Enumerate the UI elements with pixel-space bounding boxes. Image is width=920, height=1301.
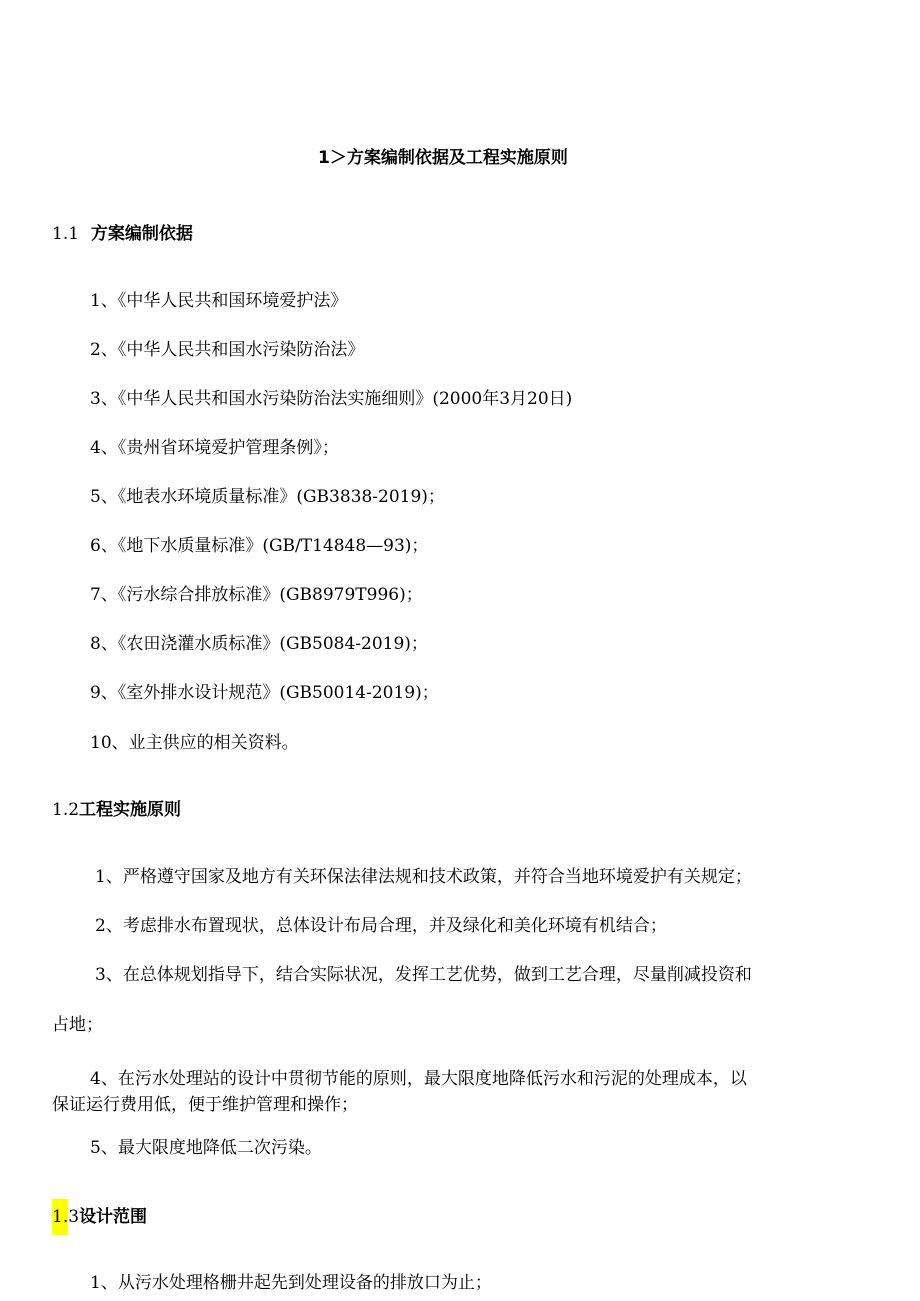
section-heading-1-3 — [52, 1205, 147, 1235]
section-number: 1.1 — [52, 224, 80, 244]
list-item: 9、《室外排水设计规范》(GB50014-2019)； — [90, 683, 439, 703]
section-heading-1-1 — [52, 222, 193, 246]
list-item: 2、《中华人民共和国水污染防治法》 — [90, 340, 365, 360]
document-title: 1＞方案编制依据及工程实施原则 — [318, 148, 568, 168]
list-item: 2、考虑排水布置现状，总体设计布局合理，并及绿化和美化环境有机结合； — [95, 916, 667, 936]
list-item: 1、严格遵守国家及地方有关环保法律法规和技术政策，并符合当地环境爱护有关规定； — [95, 867, 752, 887]
list-item: 1、从污水处理格栅井起先到处理设备的排放口为止； — [90, 1273, 492, 1293]
list-item-continuation: 占地； — [52, 1015, 103, 1035]
section-title: 工程实施原则 — [79, 800, 182, 820]
section-heading-1-2 — [52, 798, 181, 822]
section-number: 1.2 — [52, 800, 80, 820]
highlighted-section-number: 1. — [52, 1199, 68, 1235]
list-item: 6、《地下水质量标准》(GB/T14848—93)； — [90, 536, 429, 556]
list-item: 5、最大限度地降低二次污染。 — [90, 1138, 322, 1158]
list-item: 1、《中华人民共和国环境爱护法》 — [90, 291, 348, 311]
list-item: 3、《中华人民共和国水污染防治法实施细则》(2000年3月20日) — [90, 389, 573, 409]
list-item-continuation: 保证运行费用低，便于维护管理和操作； — [52, 1095, 358, 1115]
list-item: 10、业主供应的相关资料。 — [90, 733, 299, 753]
section-title: 方案编制依据 — [90, 224, 193, 244]
list-item: 8、《农田浇灌水质标准》(GB5084-2019)； — [90, 634, 428, 654]
section-title: 设计范围 — [79, 1207, 148, 1227]
list-item: 7、《污水综合排放标准》(GB8979T996)； — [90, 585, 423, 605]
section-number-rest: 3 — [68, 1207, 80, 1227]
list-item: 3、在总体规划指导下，结合实际状况，发挥工艺优势，做到工艺合理，尽量削减投资和 — [95, 965, 752, 985]
list-item: 5、《地表水环境质量标准》(GB3838-2019)； — [90, 487, 445, 507]
list-item: 4、《贵州省环境爱护管理条例》； — [90, 438, 339, 458]
list-item: 4、在污水处理站的设计中贯彻节能的原则，最大限度地降低污水和污泥的处理成本，以 — [90, 1069, 747, 1089]
